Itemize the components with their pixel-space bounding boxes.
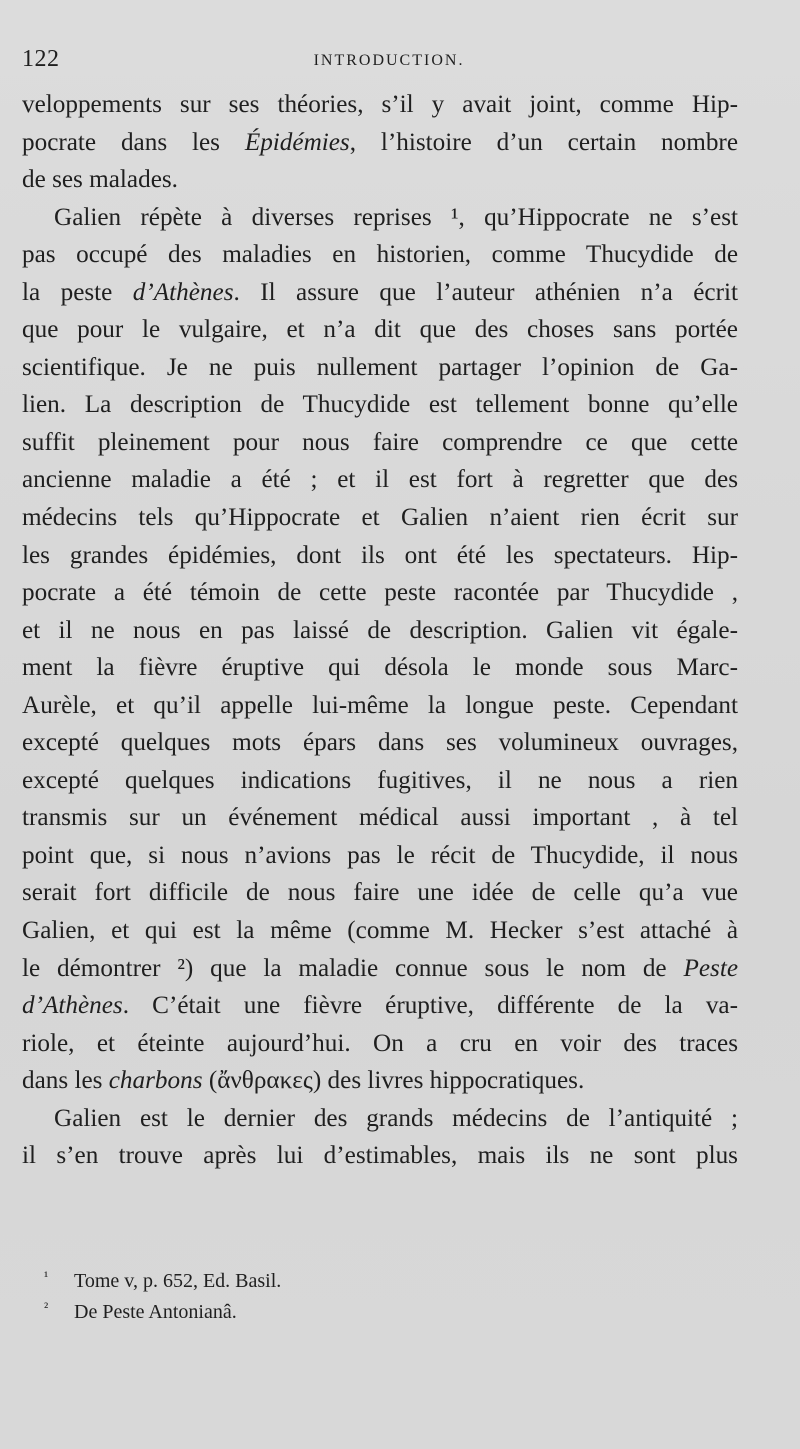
text-line: d’Athènes. C’était une fièvre éruptive, différente de la va- (22, 992, 738, 1020)
text-line: pocrate a été témoin de cette peste racontée par Thucydide , (22, 579, 738, 607)
text-line: ment la fièvre éruptive qui désola le monde sous Marc- (22, 654, 738, 682)
text-line: Galien est le dernier des grands médecins de l’antiquité ; (54, 1104, 738, 1132)
footnote-text: De Peste Antonianâ. (74, 1301, 237, 1323)
text-line: le démontrer ²) que la maladie connue sous le nom de Peste (22, 954, 738, 982)
footnote-text: Tome v, p. 652, Ed. Basil. (74, 1270, 282, 1292)
text-line: excepté quelques indications fugitives, il ne nous a rien (22, 766, 738, 794)
text-line: suffit pleinement pour nous faire comprendre ce que cette (22, 428, 738, 456)
text-line: serait fort difficile de nous faire une idée de celle qu’a vue (22, 879, 738, 907)
running-head: INTRODUCTION. (313, 52, 465, 69)
text-line: scientifique. Je ne puis nullement partager l’opinion de Ga- (22, 353, 738, 381)
page-number: 122 (22, 46, 60, 72)
text-line: il s’en trouve après lui d’estimables, mais ils ne sont plus (22, 1142, 738, 1170)
footnotes (44, 1262, 544, 1324)
page-header (22, 46, 756, 76)
text-line: transmis sur un événement médical aussi important , à tel (22, 804, 738, 832)
text-line: Aurèle, et qu’il appelle lui-même la longue peste. Cependant (22, 691, 738, 719)
text-line: la peste d’Athènes. Il assure que l’auteur athénien n’a écrit (22, 278, 738, 306)
text-line: ancienne maladie a été ; et il est fort à regretter que des (22, 466, 738, 494)
text-line: riole, et éteinte aujourd’hui. On a cru en voir des traces (22, 1029, 738, 1057)
text-line: médecins tels qu’Hippocrate et Galien n’aient rien écrit sur (22, 504, 738, 532)
text-line: excepté quelques mots épars dans ses volumineux ouvrages, (22, 729, 738, 757)
text-line: que pour le vulgaire, et n’a dit que des choses sans portée (22, 316, 738, 344)
footnote-mark: ² (44, 1301, 49, 1316)
text-line: dans les charbons (ἄνθρακες) des livres hippocratiques. (22, 1067, 585, 1095)
text-line: veloppements sur ses théories, s’il y avait joint, comme Hip- (22, 91, 738, 118)
text-line: pas occupé des maladies en historien, comme Thucydide de (22, 241, 738, 269)
footnote-2 (44, 1293, 544, 1324)
text-line: les grandes épidémies, dont ils ont été les spectateurs. Hip- (22, 541, 738, 569)
text-line: de ses malades. (22, 166, 178, 194)
body-text (22, 86, 738, 1175)
text-line: Galien, et qui est la même (comme M. Hecker s’est attaché à (22, 917, 738, 945)
text-line: et il ne nous en pas laissé de description. Galien vit égale- (22, 616, 738, 644)
footnote-1 (44, 1262, 544, 1293)
text-line: point que, si nous n’avions pas le récit de Thucydide, il nous (22, 841, 738, 869)
footnote-mark: ¹ (44, 1270, 49, 1285)
text-line: pocrate dans les Épidémies, l’histoire d’un certain nombre (22, 128, 738, 156)
text-line: Galien répète à diverses reprises ¹, qu’Hippocrate ne s’est (54, 203, 738, 231)
text-line: lien. La description de Thucydide est tellement bonne qu’elle (22, 391, 738, 419)
